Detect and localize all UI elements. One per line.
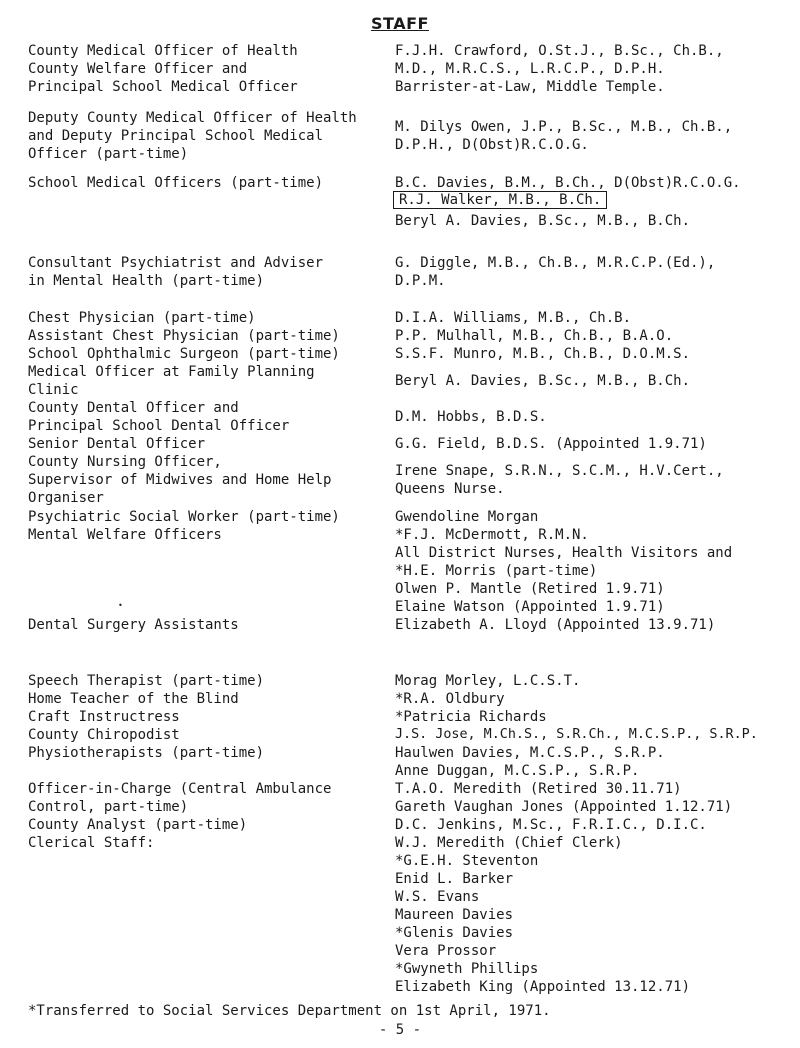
entry-davies-bc: B.C. Davies, B.M., B.Ch., D(Obst)R.C.O.G. [395, 175, 741, 191]
label-ambulance-1: Officer-in-Charge (Central Ambulance [28, 781, 332, 797]
entry-walker-box [393, 191, 793, 209]
entry-prossor: Vera Prossor [395, 943, 497, 959]
entry-beryl-davies: Beryl A. Davies, B.Sc., M.B., B.Ch. [395, 213, 691, 229]
entry-district-nurses: All District Nurses, Health Visitors and [395, 545, 733, 561]
entry-snape-2: Queens Nurse. [395, 481, 505, 497]
entry-maureen-davies: Maureen Davies [395, 907, 514, 923]
label-cmoh-1: County Medical Officer of Health [28, 43, 298, 59]
label-family-planning-1: Medical Officer at Family Planning [28, 364, 315, 380]
entry-jenkins: D.C. Jenkins, M.Sc., F.R.I.C., D.I.C. [395, 817, 707, 833]
entry-evans: W.S. Evans [395, 889, 480, 905]
label-analyst: County Analyst (part-time) [28, 817, 248, 833]
label-nursing-3: Organiser [28, 490, 104, 506]
entry-crawford-1: F.J.H. Crawford, O.St.J., B.Sc., Ch.B., [395, 43, 724, 59]
label-mental-welfare: Mental Welfare Officers [28, 527, 222, 543]
entry-meredith-wj: W.J. Meredith (Chief Clerk) [395, 835, 623, 851]
stray-dot: • [118, 601, 123, 610]
label-clerical: Clerical Staff: [28, 835, 155, 851]
label-psychiatrist-1: Consultant Psychiatrist and Adviser [28, 255, 324, 271]
entry-phillips: *Gwyneth Phillips [395, 961, 539, 977]
entry-mcdermott: *F.J. McDermott, R.M.N. [395, 527, 589, 543]
label-cmoh-3: Principal School Medical Officer [28, 79, 298, 95]
entry-lloyd: Elizabeth A. Lloyd (Appointed 13.9.71) [395, 617, 716, 633]
label-physio: Physiotherapists (part-time) [28, 745, 265, 761]
label-dental-2: Principal School Dental Officer [28, 418, 290, 434]
label-nursing-2: Supervisor of Midwives and Home Help [28, 472, 332, 488]
label-family-planning-2: Clinic [28, 382, 79, 398]
entry-king: Elizabeth King (Appointed 13.12.71) [395, 979, 691, 995]
entry-mantle: Olwen P. Mantle (Retired 1.9.71) [395, 581, 665, 597]
label-deputy-1: Deputy County Medical Officer of Health [28, 110, 357, 126]
label-school-medical: School Medical Officers (part-time) [28, 175, 324, 191]
entry-diggle-1: G. Diggle, M.B., Ch.B., M.R.C.P.(Ed.), [395, 255, 716, 271]
label-psychiatrist-2: in Mental Health (part-time) [28, 273, 265, 289]
label-senior-dental: Senior Dental Officer [28, 436, 206, 452]
entry-mulhall: P.P. Mulhall, M.B., Ch.B., B.A.O. [395, 328, 674, 344]
entry-owen-2: D.P.H., D(Obst)R.C.O.G. [395, 137, 589, 153]
entry-morley: Morag Morley, L.C.S.T. [395, 673, 581, 689]
entry-richards: *Patricia Richards [395, 709, 547, 725]
label-deputy-2: and Deputy Principal School Medical [28, 128, 324, 144]
entry-beryl-davies-2: Beryl A. Davies, B.Sc., M.B., B.Ch. [395, 373, 691, 389]
page-title: STAFF [371, 14, 429, 33]
page-number: - 5 - [378, 1022, 422, 1038]
entry-oldbury: *R.A. Oldbury [395, 691, 505, 707]
label-ambulance-2: Control, part-time) [28, 799, 189, 815]
entry-crawford-2: M.D., M.R.C.S., L.R.C.P., D.P.H. [395, 61, 665, 77]
entry-morgan: Gwendoline Morgan [395, 509, 539, 525]
label-asst-chest: Assistant Chest Physician (part-time) [28, 328, 340, 344]
label-chest: Chest Physician (part-time) [28, 310, 256, 326]
footnote: *Transferred to Social Services Department on 1st April, 1971. [28, 1003, 551, 1019]
entry-vaughan-jones: Gareth Vaughan Jones (Appointed 1.12.71) [395, 799, 733, 815]
entry-hobbs: D.M. Hobbs, B.D.S. [395, 409, 547, 425]
entry-diggle-2: D.P.M. [395, 273, 446, 289]
label-psychiatric-social: Psychiatric Social Worker (part-time) [28, 509, 340, 525]
label-ophthalmic: School Ophthalmic Surgeon (part-time) [28, 346, 340, 362]
entry-crawford-3: Barrister-at-Law, Middle Temple. [395, 79, 665, 95]
label-nursing-1: County Nursing Officer, [28, 454, 222, 470]
entry-morris: *H.E. Morris (part-time) [395, 563, 598, 579]
entry-duggan: Anne Duggan, M.C.S.P., S.R.P. [395, 763, 640, 779]
entry-steventon: *G.E.H. Steventon [395, 853, 539, 869]
entry-field: G.G. Field, B.D.S. (Appointed 1.9.71) [395, 436, 707, 452]
entry-haulwen-davies: Haulwen Davies, M.C.S.P., S.R.P. [395, 745, 665, 761]
label-craft: Craft Instructress [28, 709, 180, 725]
entry-meredith-tao: T.A.O. Meredith (Retired 30.11.71) [395, 781, 682, 797]
entry-walker: R.J. Walker, M.B., B.Ch. [393, 191, 607, 209]
entry-munro: S.S.F. Munro, M.B., Ch.B., D.O.M.S. [395, 346, 691, 362]
label-deputy-3: Officer (part-time) [28, 146, 189, 162]
entry-barker: Enid L. Barker [395, 871, 514, 887]
entry-glenis-davies: *Glenis Davies [395, 925, 514, 941]
label-dental-1: County Dental Officer and [28, 400, 239, 416]
entry-snape-1: Irene Snape, S.R.N., S.C.M., H.V.Cert., [395, 463, 724, 479]
label-chiropodist: County Chiropodist [28, 727, 180, 743]
entry-watson: Elaine Watson (Appointed 1.9.71) [395, 599, 665, 615]
label-speech: Speech Therapist (part-time) [28, 673, 265, 689]
label-dental-surgery: Dental Surgery Assistants [28, 617, 239, 633]
entry-owen-1: M. Dilys Owen, J.P., B.Sc., M.B., Ch.B., [395, 119, 733, 135]
label-home-teacher: Home Teacher of the Blind [28, 691, 239, 707]
entry-williams: D.I.A. Williams, M.B., Ch.B. [395, 310, 632, 326]
label-cmoh-2: County Welfare Officer and [28, 61, 248, 77]
entry-jose: J.S. Jose, M.Ch.S., S.R.Ch., M.C.S.P., S.R.P. [395, 727, 758, 742]
